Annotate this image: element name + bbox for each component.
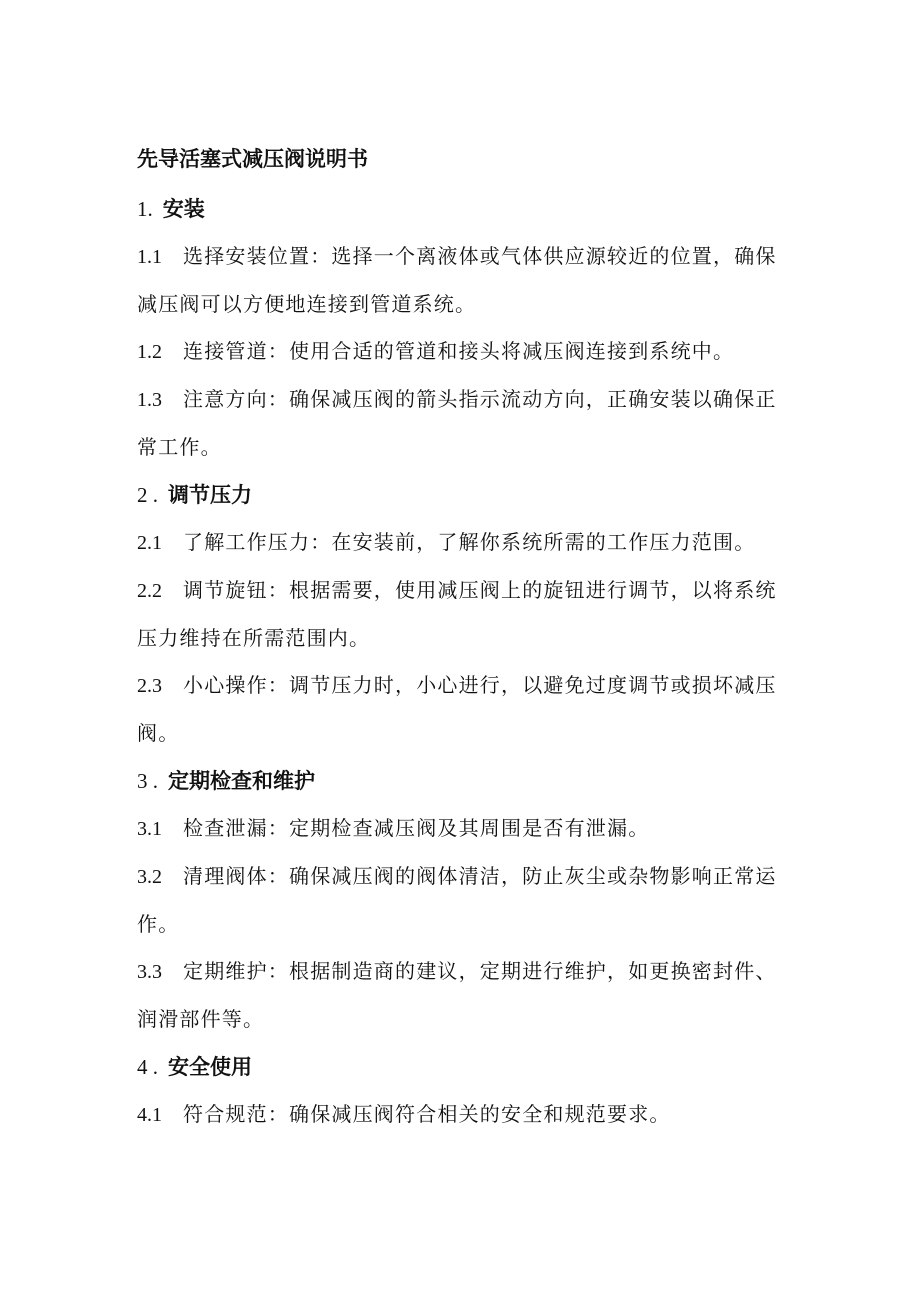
section-number: 1. xyxy=(137,197,153,221)
item-text: 检查泄漏：定期检查减压阀及其周围是否有泄漏。 xyxy=(183,816,650,840)
section-heading xyxy=(137,1043,777,1091)
item-text: 选择安装位置：选择一个离液体或气体供应源较近的位置，确保减压阀可以方便地连接到管道系统。 xyxy=(137,244,777,316)
item-number: 2.2 xyxy=(137,580,162,602)
item-number: 2.1 xyxy=(137,532,162,554)
section-number: 2 . xyxy=(137,483,158,507)
section-heading xyxy=(137,471,777,519)
item-number: 2.3 xyxy=(137,675,162,697)
section-title: 安全使用 xyxy=(168,1054,252,1079)
item-text: 连接管道：使用合适的管道和接头将减压阀连接到系统中。 xyxy=(183,339,735,363)
item-number: 3.1 xyxy=(137,818,162,840)
section-title: 安装 xyxy=(162,196,205,221)
item-text: 了解工作压力：在安装前，了解你系统所需的工作压力范围。 xyxy=(183,530,756,554)
item-number: 1.1 xyxy=(137,246,162,268)
item-number: 3.3 xyxy=(137,961,162,983)
item-text: 清理阀体：确保减压阀的阀体清洁，防止灰尘或杂物影响正常运作。 xyxy=(137,864,777,936)
list-item xyxy=(137,853,777,948)
list-item xyxy=(137,376,777,471)
section-title: 调节压力 xyxy=(168,482,252,507)
section-title: 定期检查和维护 xyxy=(168,768,315,793)
item-number: 4.1 xyxy=(137,1104,162,1126)
list-item xyxy=(137,1091,777,1139)
list-item xyxy=(137,948,777,1043)
item-number: 1.2 xyxy=(137,341,162,363)
list-item xyxy=(137,328,777,376)
item-number: 1.3 xyxy=(137,389,162,411)
item-text: 注意方向：确保减压阀的箭头指示流动方向，正确安装以确保正常工作。 xyxy=(137,387,777,459)
list-item xyxy=(137,519,777,567)
item-text: 符合规范：确保减压阀符合相关的安全和规范要求。 xyxy=(183,1102,671,1126)
item-text: 调节旋钮：根据需要，使用减压阀上的旋钮进行调节，以将系统压力维持在所需范围内。 xyxy=(137,578,777,650)
list-item xyxy=(137,662,777,757)
section-heading xyxy=(137,185,777,233)
list-item xyxy=(137,567,777,662)
section-heading xyxy=(137,757,777,805)
document-content xyxy=(137,133,777,1139)
item-text: 小心操作：调节压力时，小心进行，以避免过度调节或损坏减压阀。 xyxy=(137,673,777,745)
section-number: 4 . xyxy=(137,1055,158,1079)
document-title: 先导活塞式减压阀说明书 xyxy=(137,146,368,171)
item-number: 3.2 xyxy=(137,866,162,888)
section-number: 3 . xyxy=(137,769,158,793)
list-item xyxy=(137,805,777,853)
item-text: 定期维护：根据制造商的建议，定期进行维护，如更换密封件、润滑部件等。 xyxy=(137,959,777,1031)
list-item xyxy=(137,233,777,328)
